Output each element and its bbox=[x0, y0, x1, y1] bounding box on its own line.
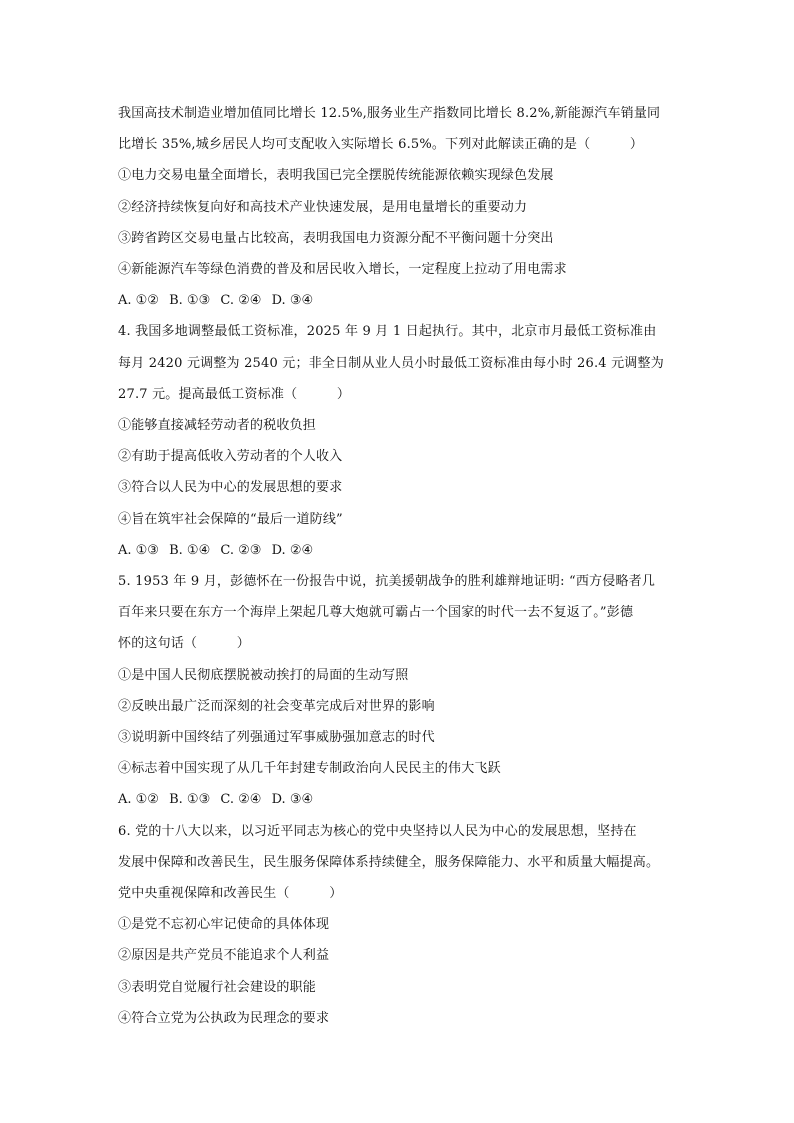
option-a: A. ①② bbox=[118, 293, 159, 309]
option-c: C. ②④ bbox=[220, 293, 262, 309]
question-4 bbox=[118, 316, 688, 566]
question-stem-line: 6. 党的十八大以来，以习近平同志为核心的党中央坚持以人民为中心的发展思想，坚持在 bbox=[118, 823, 637, 839]
statement-item: ③说明新中国终结了列强通过军事威胁强加意志的时代 bbox=[118, 730, 435, 746]
question-5 bbox=[118, 566, 688, 816]
statement-item: ②经济持续恢复向好和高技术产业快速发展，是用电量增长的重要动力 bbox=[118, 199, 528, 215]
answer-options bbox=[118, 535, 688, 566]
question-6 bbox=[118, 816, 688, 1034]
question-stem-line: 4. 我国多地调整最低工资标准，2025 年 9 月 1 日起执行。其中，北京市月最低工资标准由 bbox=[118, 324, 657, 340]
statement-item: ②原因是共产党员不能追求个人利益 bbox=[118, 948, 330, 964]
question-stem-line: 怀的这句话（ ） bbox=[118, 636, 251, 652]
option-d: D. ③④ bbox=[271, 792, 314, 808]
option-d: D. ③④ bbox=[271, 293, 314, 309]
statement-item: ④标志着中国实现了从几千年封建专制政治向人民民主的伟大飞跃 bbox=[118, 761, 501, 777]
question-stem-line: 发展中保障和改善民生，民生服务保障体系持续健全，服务保障能力、水平和质量大幅提高。 bbox=[118, 854, 660, 870]
statement-item: ③符合以人民为中心的发展思想的要求 bbox=[118, 480, 343, 496]
option-c: C. ②③ bbox=[220, 542, 262, 558]
question-stem-line: 我国高技术制造业增加值同比增长 12.5%,服务业生产指数同比增长 8.2%,新能源汽车销量同 bbox=[118, 106, 661, 121]
statement-item: ③跨省跨区交易电量占比较高，表明我国电力资源分配不平衡问题十分突出 bbox=[118, 230, 554, 246]
question-stem-line: 5. 1953 年 9 月，彭德怀在一份报告中说，抗美援朝战争的胜利雄辩地证明: “西方侵略者几 bbox=[118, 574, 656, 590]
option-a: A. ①② bbox=[118, 792, 159, 808]
statement-item: ③表明党自觉履行社会建设的职能 bbox=[118, 979, 317, 995]
option-c: C. ②④ bbox=[220, 792, 262, 808]
question-stem-line: 党中央重视保障和改善民生（ ） bbox=[118, 886, 343, 902]
statement-item: ④旨在筑牢社会保障的“最后一道防线” bbox=[118, 511, 343, 527]
statement-item: ②反映出最广泛而深刻的社会变革完成后对世界的影响 bbox=[118, 698, 435, 714]
question-stem-line: 比增长 35%,城乡居民人均可支配收入实际增长 6.5%。下列对此解读正确的是（ ） bbox=[118, 137, 644, 153]
option-b: B. ①③ bbox=[169, 293, 211, 309]
question-stem-line: 百年来只要在东方一个海岸上架起几尊大炮就可霸占一个国家的时代一去不复返了。”彭德 bbox=[118, 605, 634, 621]
question-3 bbox=[118, 98, 688, 316]
statement-item: ②有助于提高低收入劳动者的个人收入 bbox=[118, 449, 343, 465]
statement-item: ④新能源汽车等绿色消费的普及和居民收入增长，一定程度上拉动了用电需求 bbox=[118, 262, 567, 278]
statement-item: ①是中国人民彻底摆脱被动挨打的局面的生动写照 bbox=[118, 667, 409, 683]
answer-options bbox=[118, 784, 688, 815]
option-d: D. ②④ bbox=[271, 542, 314, 558]
exam-page bbox=[118, 98, 688, 1034]
statement-item: ①能够直接减轻劳动者的税收负担 bbox=[118, 418, 317, 434]
option-b: B. ①③ bbox=[169, 792, 211, 808]
question-stem-line: 27.7 元。提高最低工资标准（ ） bbox=[118, 386, 351, 402]
answer-options bbox=[118, 285, 688, 316]
statement-item: ①电力交易电量全面增长，表明我国已完全摆脱传统能源依赖实现绿色发展 bbox=[118, 168, 554, 184]
option-b: B. ①④ bbox=[169, 542, 211, 558]
statement-item: ④符合立党为公执政为民理念的要求 bbox=[118, 1010, 330, 1026]
option-a: A. ①③ bbox=[118, 542, 159, 558]
question-stem-line: 每月 2420 元调整为 2540 元；非全日制从业人员小时最低工资标准由每小时 26.4 元调整为 bbox=[118, 355, 664, 371]
statement-item: ①是党不忘初心牢记使命的具体体现 bbox=[118, 917, 330, 933]
